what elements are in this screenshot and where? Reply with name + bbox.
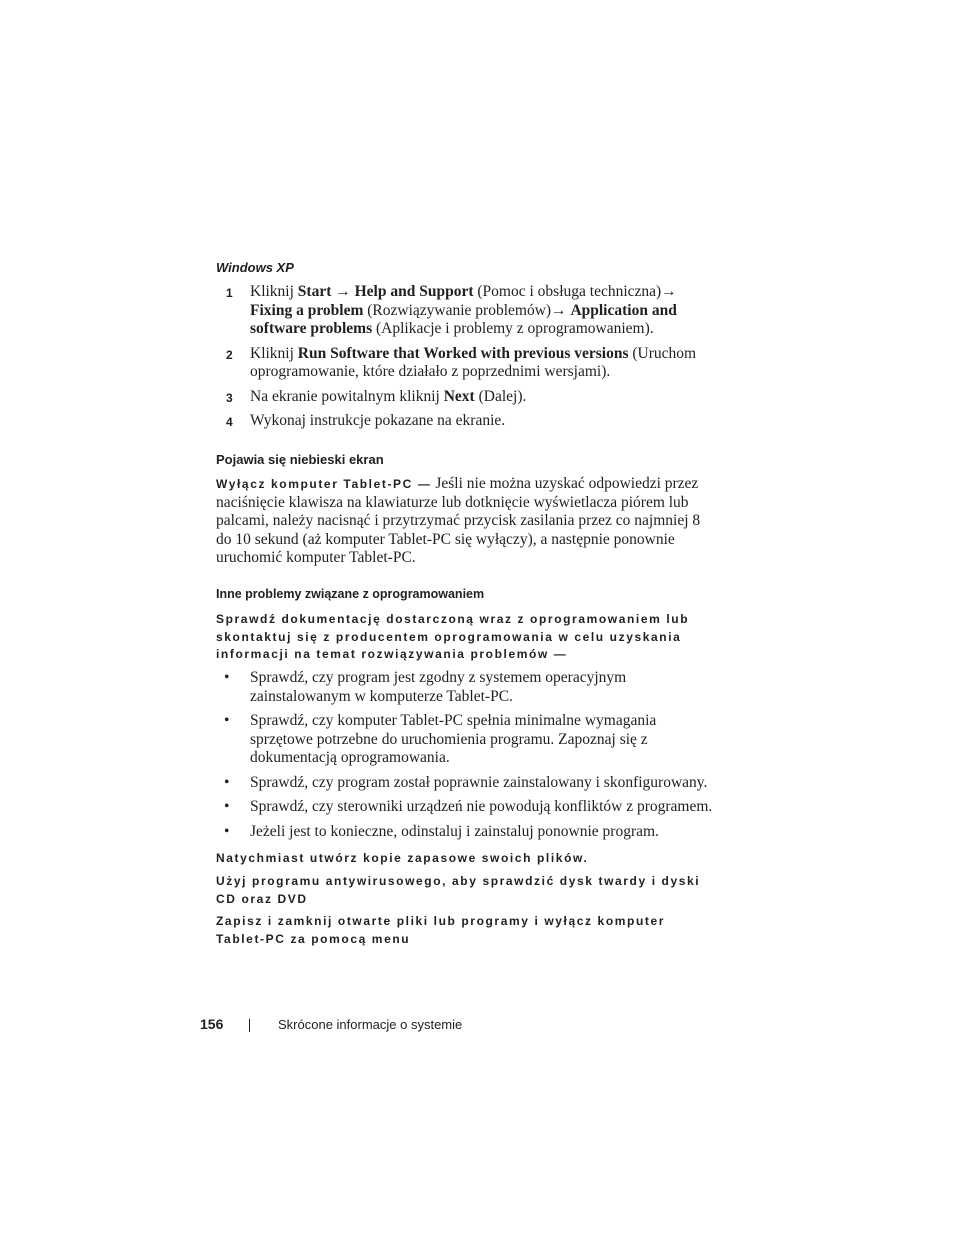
bullet-dot: • bbox=[224, 669, 230, 686]
bullet-item bbox=[216, 712, 716, 768]
steps-list bbox=[216, 283, 716, 437]
page-number: 156 bbox=[200, 1016, 224, 1032]
step-text: (Rozwiązywanie problemów)→ bbox=[363, 301, 571, 319]
step-1 bbox=[216, 283, 716, 339]
step-number: 1 bbox=[226, 286, 233, 300]
step-text: Kliknij bbox=[250, 283, 298, 300]
bullet-dot: • bbox=[224, 822, 230, 840]
step-text: Kliknij bbox=[250, 344, 298, 362]
bullet-text: Sprawdź, czy sterowniki urządzeń nie powodują konfliktów z programem. bbox=[250, 798, 713, 815]
bullet-item bbox=[216, 823, 716, 842]
step-text: → bbox=[331, 283, 355, 300]
windows-xp-heading: Windows XP bbox=[216, 260, 294, 275]
step-text: (Pomoc i obsługa techniczna)→ bbox=[473, 283, 677, 300]
bullet-item bbox=[216, 798, 716, 817]
close-programs-instruction: Zapisz i zamknij otwarte pliki lub programy i wyłącz komputer Tablet-PC za pomocą menu bbox=[216, 914, 666, 946]
bullet-dot: • bbox=[224, 773, 230, 791]
bullet-dot: • bbox=[224, 712, 230, 729]
bullet-dot: • bbox=[224, 798, 230, 815]
ui-term-start: Start bbox=[297, 283, 332, 300]
bullet-item bbox=[216, 774, 716, 793]
blue-screen-lead: Wyłącz komputer Tablet-PC — bbox=[216, 477, 432, 491]
step-text: (Aplikacje i problemy z oprogramowaniem). bbox=[372, 320, 654, 337]
ui-term-next: Next bbox=[443, 387, 475, 405]
blue-screen-text: Jeśli nie można uzyskać odpowiedzi przez naciśnięcie klawisza na klawiaturze lub dotknięcie wyświetlacza piórem lub palcami, należy nacisnąć i przytrzymać przycisk zasilania przez co najmniej 8 do 10 sekund (aż komputer Tablet-PC się wyłączy), a następnie ponownie uruchomić komputer Tablet-PC. bbox=[216, 475, 701, 566]
bullet-item bbox=[216, 669, 716, 706]
step-2 bbox=[216, 345, 716, 382]
step-4 bbox=[216, 412, 716, 431]
footer-title: Skrócone informacje o systemie bbox=[278, 1017, 463, 1032]
step-number: 3 bbox=[226, 390, 233, 405]
step-3 bbox=[216, 388, 716, 407]
blue-screen-heading: Pojawia się niebieski ekran bbox=[216, 452, 384, 467]
ui-term-run-software: Run Software that Worked with previous versions bbox=[297, 344, 629, 362]
ui-term-fixing-problem: Fixing a problem bbox=[250, 301, 364, 319]
bullet-text: Sprawdź, czy komputer Tablet-PC spełnia minimalne wymagania sprzętowe potrzebne do uruchomienia programu. Zapoznaj się z dokumentacją oprogramowania. bbox=[250, 712, 657, 766]
step-text: (Dalej). bbox=[474, 387, 527, 405]
footer-separator bbox=[249, 1019, 250, 1032]
ui-term-app-software-problems: Application and software problems bbox=[250, 301, 677, 337]
ui-term-help-support: Help and Support bbox=[354, 283, 474, 300]
bullet-text: Jeżeli jest to konieczne, odinstaluj i zainstaluj ponownie program. bbox=[250, 822, 659, 840]
backup-instruction: Natychmiast utwórz kopie zapasowe swoich plików. bbox=[216, 851, 589, 865]
step-text: (Uruchom oprogramowanie, które działało z poprzednimi wersjami). bbox=[250, 344, 697, 380]
bullet-text: Sprawdź, czy program jest zgodny z systemem operacyjnym zainstalowanym w komputerze Tablet-PC. bbox=[250, 669, 627, 705]
bullet-list bbox=[216, 669, 716, 847]
bullet-text: Sprawdź, czy program został poprawnie zainstalowany i skonfigurowany. bbox=[250, 773, 708, 791]
step-number: 2 bbox=[226, 347, 233, 362]
antivirus-instruction: Użyj programu antywirusowego, aby sprawdzić dysk twardy i dyski CD oraz DVD bbox=[216, 874, 701, 906]
step-number: 4 bbox=[226, 415, 233, 429]
step-text: Na ekranie powitalnym kliknij bbox=[250, 387, 444, 405]
step-text: Wykonaj instrukcje pokazane na ekranie. bbox=[250, 412, 506, 429]
documentation-lead: Sprawdź dokumentację dostarczoną wraz z oprogramowaniem lub skontaktuj się z producentem oprogramowania w celu uzyskania informacji na temat rozwiązywania problemów — bbox=[216, 612, 690, 661]
blue-screen-paragraph bbox=[216, 475, 716, 568]
other-problems-heading: Inne problemy związane z oprogramowaniem bbox=[216, 587, 485, 601]
